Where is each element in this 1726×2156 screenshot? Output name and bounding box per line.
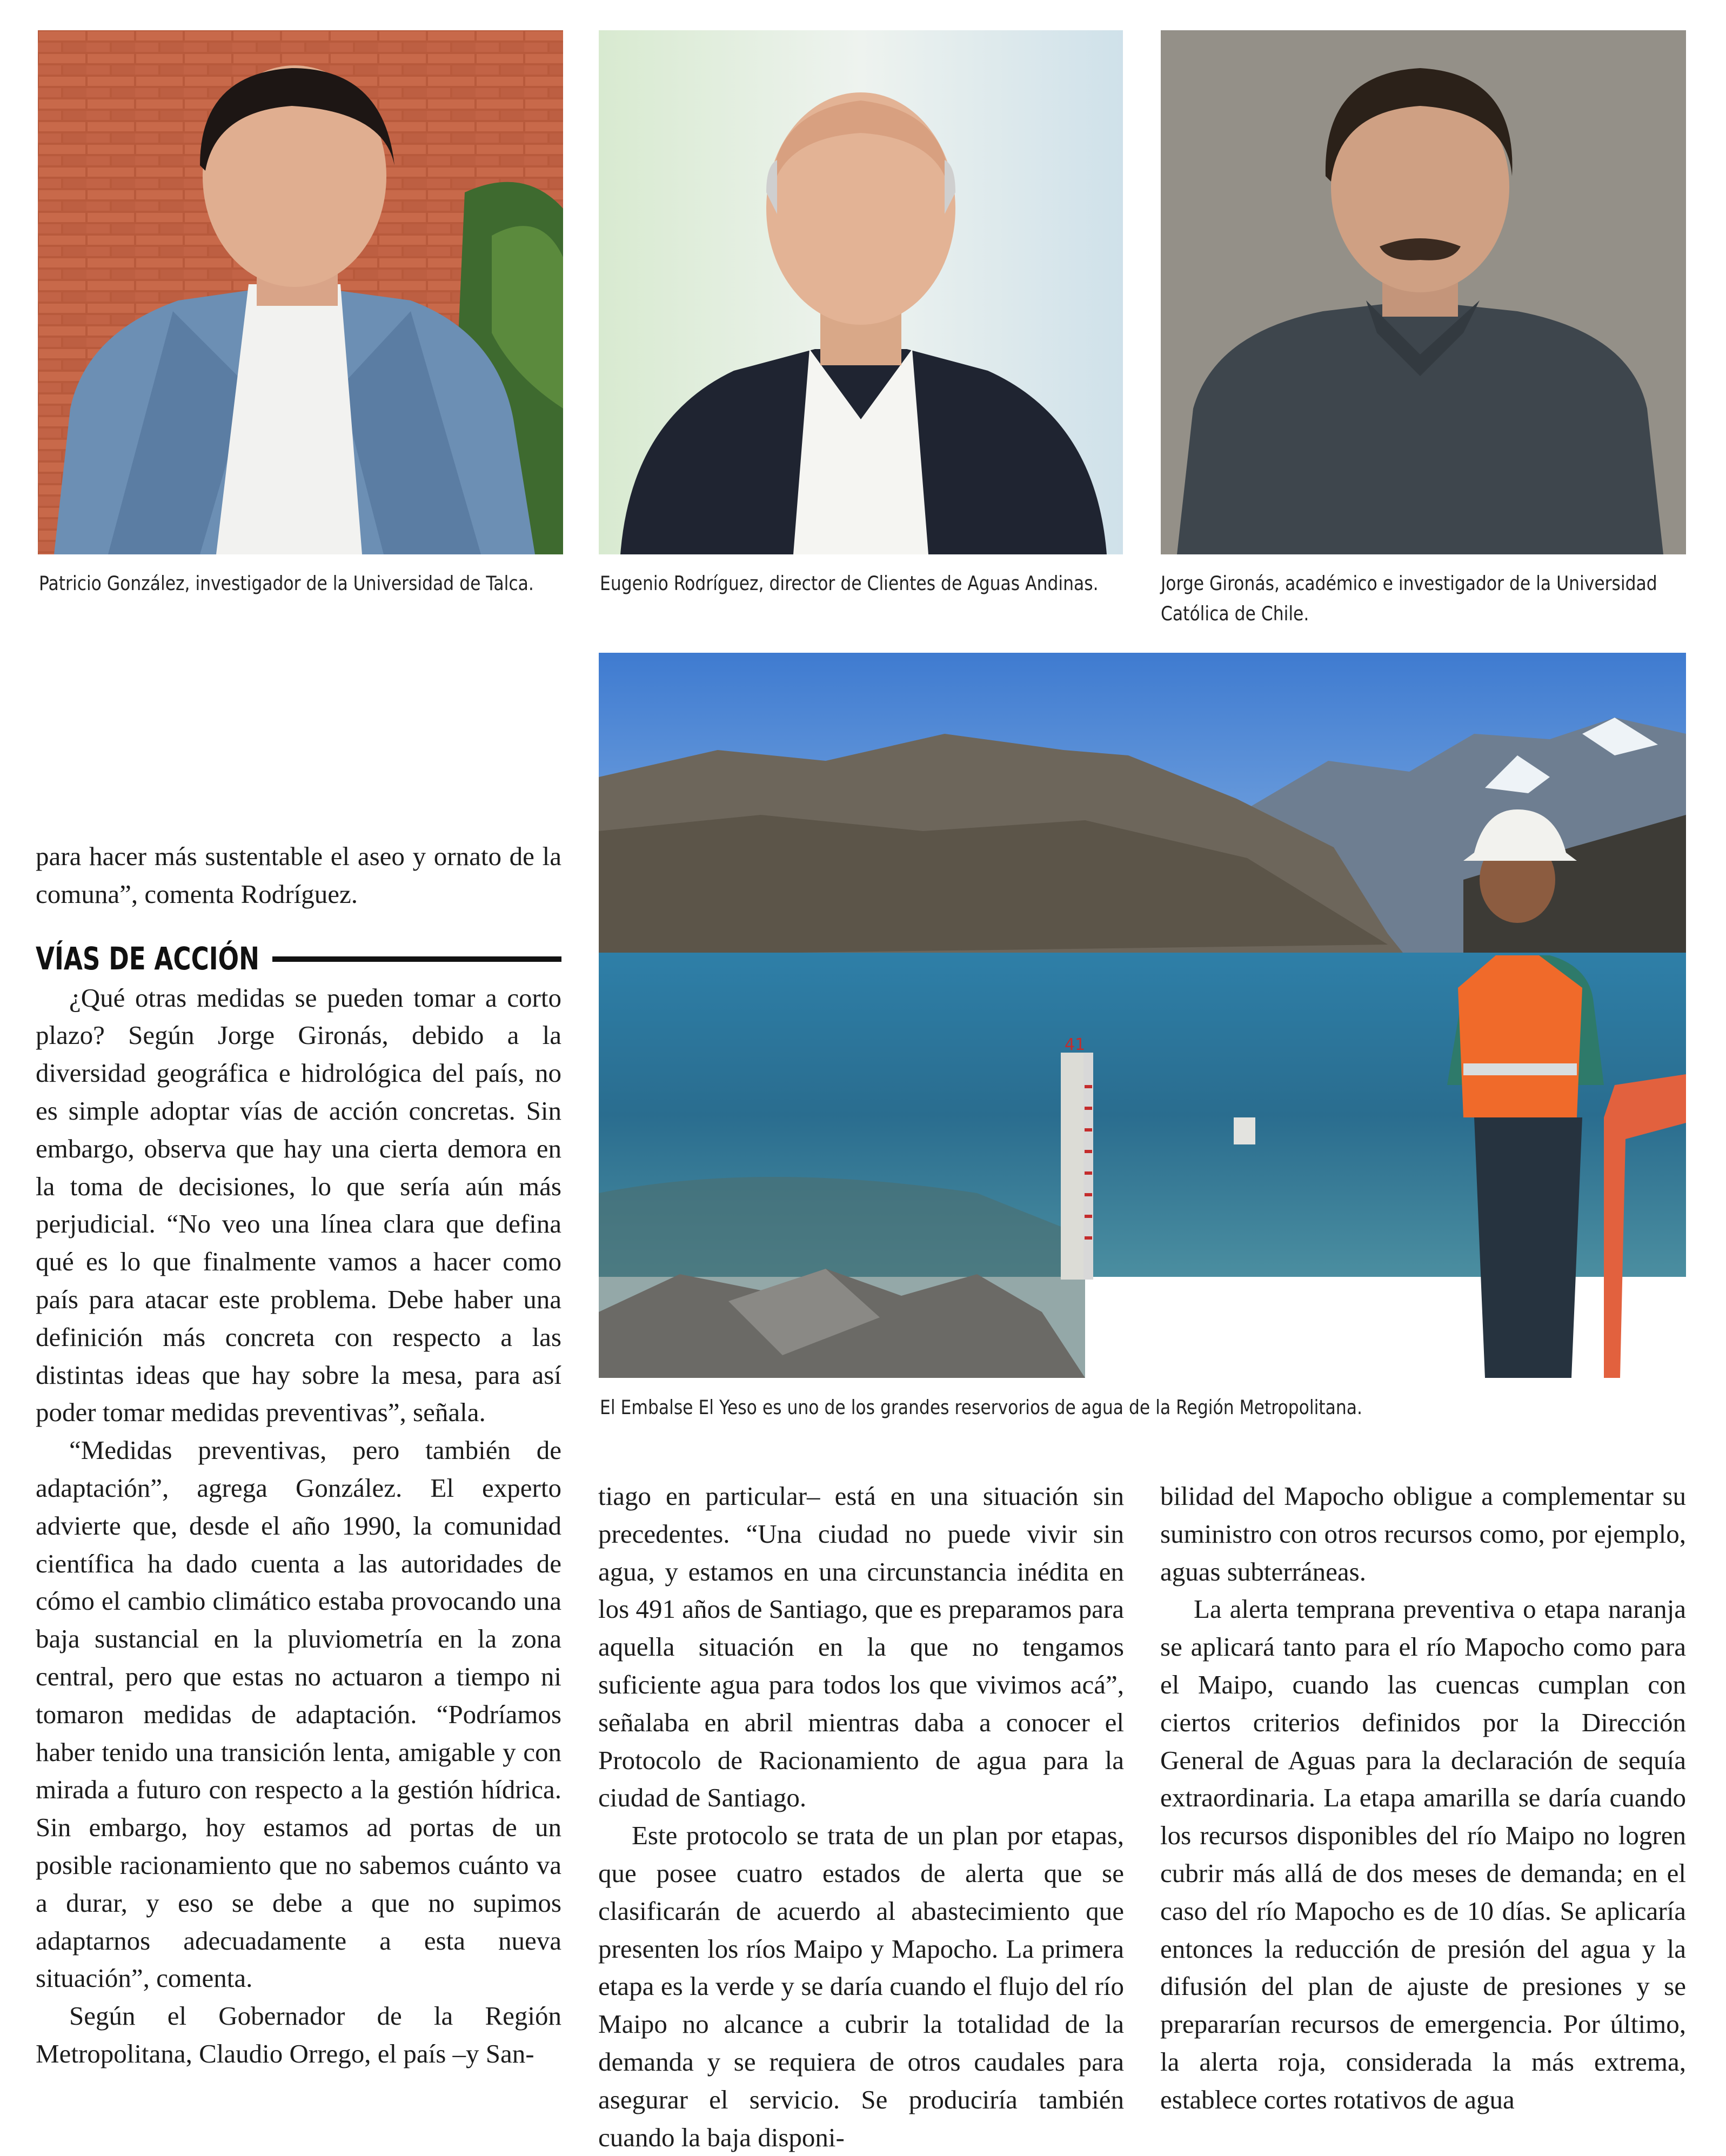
paragraph: La alerta temprana preventiva o etapa naranja se aplicará tanto para el río Mapocho como para el Maipo, cuando las cuencas cumplan con ciertos criterios definidos por la Dirección General de Aguas para la declaración de sequía extraordinaria. La etapa amarilla se daría cuando los recursos disponibles del río Maipo no logren cubrir más allá de dos meses de demanda; en el caso del río Mapocho es de 10 días. Se aplicaría entonces la reducción de presión del agua y la difusión del plan de ajuste de presiones y se prepararían recursos de emergencia. Por último, la alerta roja, considerada la más extrema, establece cortes rotativos de agua (1160, 1594, 1686, 2114)
photo-jorge-gironas (1161, 30, 1686, 554)
paragraph: tiago en particular– está en una situación sin precedentes. “Una ciudad no puede vivir sin agua, y estamos en una circunstancia inédita en los 491 años de Santiago, que es preparamos para aquella situación en la que no tengamos suficiente agua para todos los que vivimos acá”, señalaba en abril mientras daba a conocer el Protocolo de Racionamiento de agua para la ciudad de Santiago. (598, 1481, 1124, 1813)
article-column-2 (598, 1477, 1124, 2156)
caption-patricio-gonzalez: Patricio González, investigador de la Universidad de Talca. (39, 572, 534, 595)
paragraph: Este protocolo se trata de un plan por etapas, que posee cuatro estados de alerta que se clasificarán de acuerdo al abastecimiento que presenten los ríos Maipo y Mapocho. La primera etapa es la verde y se daría cuando el flujo del río Maipo no alcance a cubrir la totalidad de la demanda y se requiera de otros caudales para asegurar el servicio. Se produciría también cuando la baja disponi- (598, 1820, 1124, 2152)
caption-embalse-el-yeso: El Embalse El Yeso es uno de los grandes reservorios de agua de la Región Metropolitana. (600, 1396, 1362, 1419)
article-column-3 (1160, 1477, 1686, 2119)
heading-rule (272, 956, 561, 962)
paragraph-intro: para hacer más sustentable el aseo y ornato de la comuna”, comenta Rodríguez. (36, 841, 561, 909)
section-heading (36, 940, 561, 978)
article-column-1 (36, 838, 561, 2073)
caption-jorge-gironas: Jorge Gironás, académico e investigador de la Universidad Católica de Chile. (1161, 572, 1657, 625)
photo-embalse-el-yeso (599, 653, 1686, 1378)
photo-patricio-gonzalez (38, 30, 563, 554)
photo-eugenio-rodriguez (599, 30, 1123, 554)
paragraph: bilidad del Mapocho obligue a complementar su suministro con otros recursos como, por ejemplo, aguas subterráneas. (1160, 1481, 1686, 1586)
gauge-number-label: 41 (1065, 1035, 1086, 1054)
section-heading-text: VÍAS DE ACCIÓN (36, 940, 259, 977)
paragraph: ¿Qué otras medidas se pueden tomar a corto plazo? Según Jorge Gironás, debido a la diversidad geográfica e hidrológica del país, no es simple adoptar vías de acción concretas. Sin embargo, observa que hay una cierta demora en la toma de decisiones, lo que sería aún más perjudicial. “No veo una línea clara que defina qué es lo que finalmente vamos a hacer como país para atacar este problema. Debe haber una definición más concreta con respecto a las distintas ideas que hay sobre la mesa, para así poder tomar medidas preventivas”, señala. (36, 982, 561, 1428)
paragraph: “Medidas preventivas, pero también de adaptación”, agrega González. El experto advierte que, desde el año 1990, la comunidad científica ha dado cuenta a las autoridades de cómo el cambio climático estaba provocando una baja sustancial en la pluviometría en la zona central, pero que estas no actuaron a tiempo ni tomaron medidas de adaptación. “Podríamos haber tenido una transición lenta, amigable y con mirada a futuro con respecto a la gestión hídrica. Sin embargo, hoy estamos ad portas de un posible racionamiento que no sabemos cuánto va a durar, y eso se debe a que no supimos adaptarnos adecuadamente a esta nueva situación”, comenta. (36, 1435, 561, 1993)
caption-eugenio-rodriguez: Eugenio Rodríguez, director de Clientes de Aguas Andinas. (600, 572, 1099, 595)
paragraph: Según el Gobernador de la Región Metropolitana, Claudio Orrego, el país –y San- (36, 2001, 561, 2068)
